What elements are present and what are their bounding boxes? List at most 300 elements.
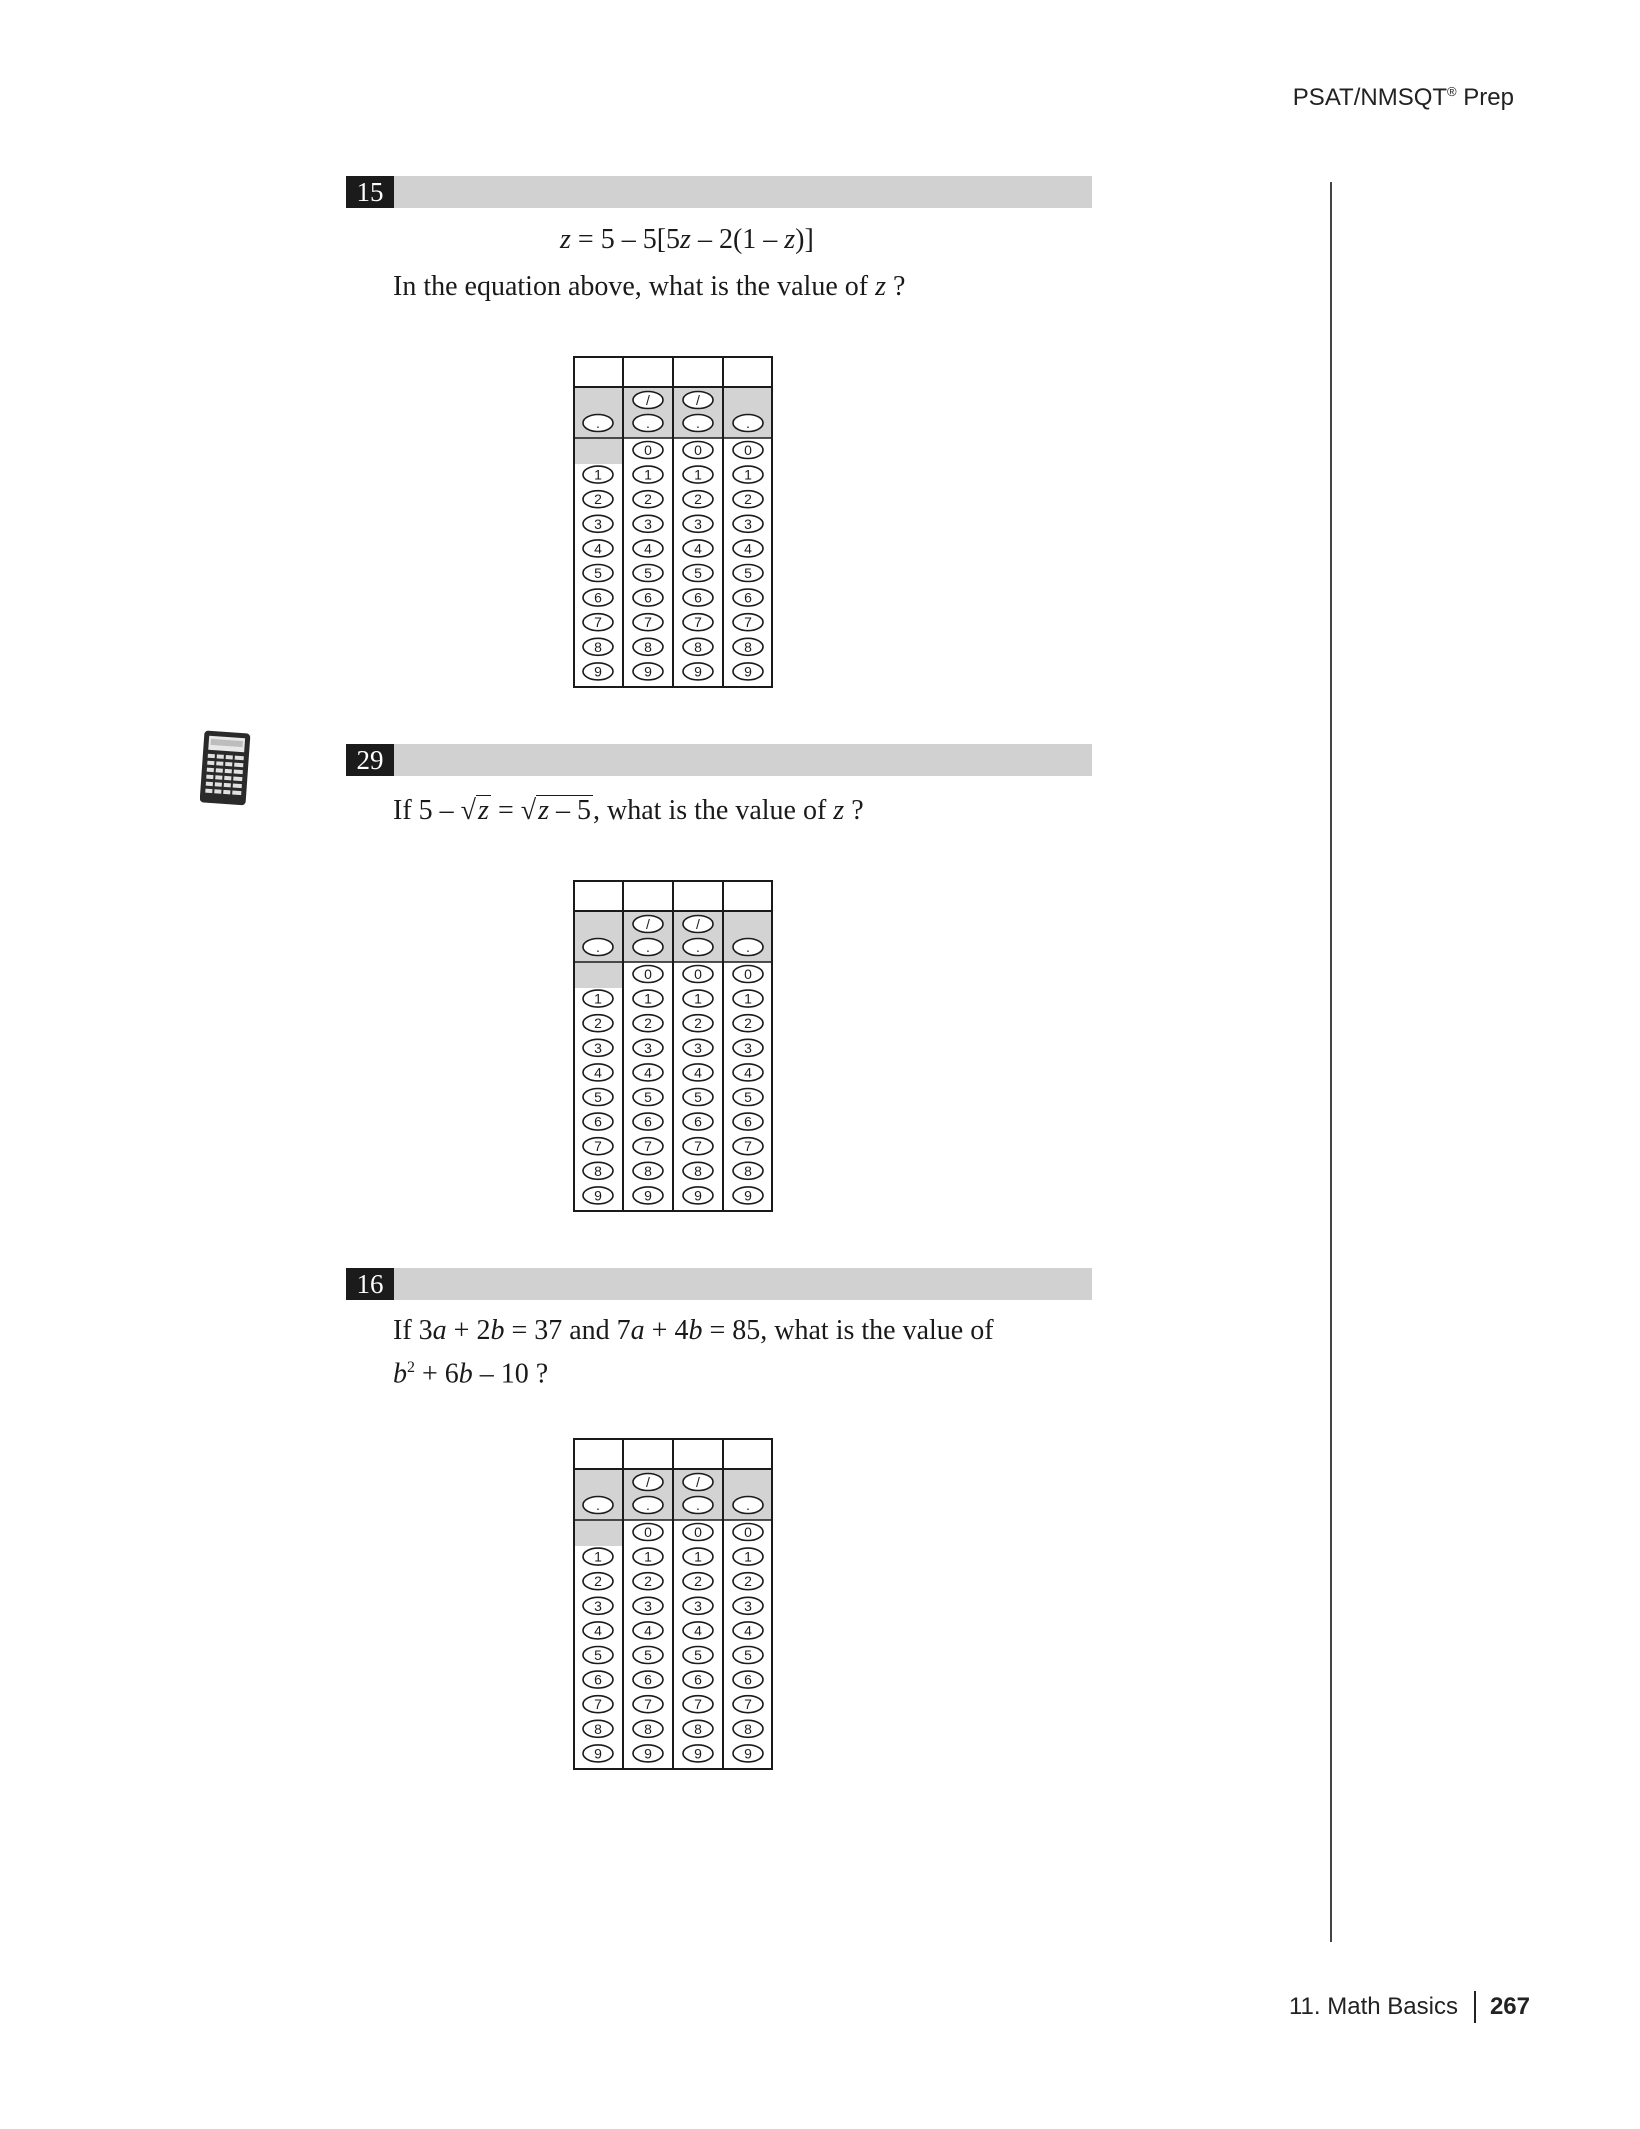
bubble-label: 2	[644, 1573, 652, 1590]
page-footer	[1289, 1991, 1530, 2023]
bubble-label: 0	[744, 1524, 752, 1540]
digit-bubble[interactable]	[733, 442, 763, 459]
var-b: b	[393, 1358, 407, 1390]
bubble-label: 5	[594, 1089, 602, 1105]
bubble-label: 8	[694, 1720, 702, 1737]
bubble-label: 6	[694, 1671, 702, 1688]
digit-bubble[interactable]	[683, 614, 713, 631]
bubble-label: 8	[744, 638, 752, 655]
bubble-label: 5	[744, 1089, 752, 1105]
bubble-label: .	[596, 939, 600, 955]
digit-bubble[interactable]	[683, 1622, 713, 1639]
digit-bubble[interactable]	[633, 1039, 663, 1056]
digit-bubble[interactable]	[683, 1089, 713, 1106]
bubble-label: 9	[644, 1745, 652, 1762]
bubble-label: 2	[744, 1015, 752, 1032]
bubble-label: 1	[694, 1548, 702, 1565]
eq-part: )]	[795, 224, 814, 255]
bubble-label: 9	[644, 663, 652, 680]
text-part: – 5	[549, 795, 592, 826]
digit-bubble[interactable]	[633, 1162, 663, 1179]
bubble-label: 2	[694, 1015, 702, 1032]
bubble-label: 3	[744, 515, 752, 532]
digit-bubble[interactable]	[583, 1039, 613, 1056]
digit-bubble[interactable]	[733, 1745, 763, 1762]
bubble-label: 9	[594, 663, 602, 680]
digit-bubble[interactable]	[683, 638, 713, 655]
bubble-label: 5	[744, 565, 752, 581]
text-part: In the equation above, what is the value of	[393, 271, 876, 302]
digit-bubble[interactable]	[733, 990, 763, 1007]
digit-bubble[interactable]	[733, 466, 763, 483]
bubble-label: 6	[744, 589, 752, 606]
digit-bubble[interactable]	[633, 990, 663, 1007]
question-29-text	[393, 792, 864, 829]
bubble-label: 9	[694, 1745, 702, 1762]
bubble-label: 5	[694, 565, 702, 581]
question-number: 16	[346, 1268, 394, 1300]
bubble-label: .	[646, 939, 650, 955]
bubble-label: /	[696, 1474, 700, 1490]
bubble-label: .	[646, 1497, 650, 1513]
digit-bubble[interactable]	[683, 540, 713, 557]
var-b: b	[458, 1358, 473, 1390]
text-part: If 5 –	[393, 795, 461, 826]
bubble-label: 2	[594, 491, 602, 508]
digit-bubble[interactable]	[633, 1524, 663, 1541]
digit-bubble[interactable]	[633, 1064, 663, 1081]
digit-bubble[interactable]	[733, 1187, 763, 1204]
digit-bubble[interactable]	[733, 1015, 763, 1032]
bubble-label: 8	[644, 1162, 652, 1179]
bubble-label: 2	[744, 491, 752, 508]
digit-bubble[interactable]	[683, 1039, 713, 1056]
bubble-label: 3	[694, 1039, 702, 1056]
digit-bubble[interactable]	[683, 1647, 713, 1664]
bubble-label: 8	[594, 1162, 602, 1179]
header-title: PSAT/NMSQT	[1292, 84, 1448, 111]
digit-bubble[interactable]	[633, 589, 663, 606]
digit-bubble[interactable]	[733, 1720, 763, 1737]
page-number: 267	[1489, 1993, 1530, 2020]
bubble-label: 7	[744, 614, 752, 631]
digit-bubble[interactable]	[583, 1622, 613, 1639]
digit-bubble[interactable]	[633, 1548, 663, 1565]
digit-bubble[interactable]	[633, 1015, 663, 1032]
digit-bubble[interactable]	[583, 515, 613, 532]
digit-bubble[interactable]	[633, 614, 663, 631]
digit-bubble[interactable]	[633, 1597, 663, 1614]
bubble-label: 4	[644, 1064, 652, 1081]
text-part: , what is the value of	[593, 795, 834, 826]
bubble-label: 1	[744, 466, 752, 483]
digit-bubble[interactable]	[733, 966, 763, 983]
digit-bubble[interactable]	[733, 1039, 763, 1056]
digit-bubble[interactable]	[683, 491, 713, 508]
digit-bubble[interactable]	[683, 1064, 713, 1081]
decimal-bubble[interactable]	[583, 1497, 613, 1514]
exponent: 2	[407, 1359, 415, 1376]
digit-bubble[interactable]	[683, 589, 713, 606]
digit-bubble[interactable]	[633, 1089, 663, 1106]
bubble-label: 5	[744, 1647, 752, 1663]
digit-bubble[interactable]	[583, 1015, 613, 1032]
digit-bubble[interactable]	[683, 1187, 713, 1204]
digit-bubble[interactable]	[583, 466, 613, 483]
bubble-label: 9	[744, 663, 752, 680]
digit-bubble[interactable]	[683, 1015, 713, 1032]
bubble-label: 9	[594, 1187, 602, 1204]
digit-bubble[interactable]	[733, 1647, 763, 1664]
digit-bubble[interactable]	[633, 638, 663, 655]
digit-bubble[interactable]	[633, 1671, 663, 1688]
digit-bubble[interactable]	[733, 614, 763, 631]
slash-bubble[interactable]	[633, 392, 663, 409]
bubble-label: 5	[694, 1647, 702, 1663]
digit-bubble[interactable]	[733, 1548, 763, 1565]
decimal-bubble[interactable]	[583, 415, 613, 432]
digit-bubble[interactable]	[683, 466, 713, 483]
bubble-label: .	[646, 415, 650, 431]
digit-bubble[interactable]	[683, 1548, 713, 1565]
bubble-label: 9	[594, 1745, 602, 1762]
bubble-label: 1	[644, 1548, 652, 1565]
bubble-label: 1	[694, 466, 702, 483]
digit-bubble[interactable]	[583, 1162, 613, 1179]
bubble-label: .	[746, 415, 750, 431]
bubble-label: 6	[594, 1113, 602, 1130]
bubble-label: 4	[744, 1064, 752, 1081]
digit-bubble[interactable]	[733, 589, 763, 606]
decimal-bubble[interactable]	[633, 939, 663, 956]
slash-bubble[interactable]	[633, 1474, 663, 1491]
var-z: z	[784, 224, 796, 255]
digit-bubble[interactable]	[683, 1745, 713, 1762]
bubble-label: 8	[594, 1720, 602, 1737]
var-z: z	[875, 271, 886, 302]
decimal-bubble[interactable]	[633, 415, 663, 432]
digit-bubble[interactable]	[633, 1696, 663, 1713]
bubble-label: 4	[594, 540, 602, 557]
digit-bubble[interactable]	[733, 1622, 763, 1639]
bubble-label: 7	[594, 1138, 602, 1155]
bubble-label: 1	[644, 466, 652, 483]
bubble-label: 3	[744, 1597, 752, 1614]
var-b: b	[490, 1315, 505, 1346]
bubble-label: 0	[694, 442, 702, 458]
bubble-label: 4	[694, 1064, 702, 1081]
digit-bubble[interactable]	[633, 663, 663, 680]
calculator-icon	[200, 730, 252, 811]
bubble-label: 4	[594, 1064, 602, 1081]
digit-bubble[interactable]	[583, 1138, 613, 1155]
text-part: ?	[844, 795, 864, 826]
text-part: + 2	[446, 1315, 491, 1346]
digit-bubble[interactable]	[733, 638, 763, 655]
bubble-label: /	[696, 392, 700, 408]
digit-bubble[interactable]	[583, 1187, 613, 1204]
bubble-label: 4	[594, 1622, 602, 1639]
var-z: z	[478, 795, 489, 826]
text-part: =	[490, 795, 521, 826]
digit-bubble[interactable]	[633, 565, 663, 582]
digit-bubble[interactable]	[683, 1138, 713, 1155]
digit-bubble[interactable]	[633, 966, 663, 983]
digit-bubble[interactable]	[733, 1113, 763, 1130]
var-b: b	[688, 1315, 703, 1346]
digit-bubble[interactable]	[583, 990, 613, 1007]
bubble-label: 5	[644, 1647, 652, 1663]
digit-bubble[interactable]	[733, 1138, 763, 1155]
bubble-label: 7	[644, 614, 652, 631]
slash-bubble[interactable]	[683, 1474, 713, 1491]
digit-bubble[interactable]	[633, 1720, 663, 1737]
bubble-label: 6	[594, 1671, 602, 1688]
bubble-label: 3	[644, 1039, 652, 1056]
var-z: z	[538, 795, 550, 826]
question-15-bar	[346, 176, 1092, 208]
footer-divider	[1474, 1991, 1476, 2023]
bubble-label: 5	[594, 565, 602, 581]
digit-bubble[interactable]	[683, 1113, 713, 1130]
bubble-label: 5	[594, 1647, 602, 1663]
digit-bubble[interactable]	[683, 565, 713, 582]
bubble-label: 6	[644, 1113, 652, 1130]
digit-bubble[interactable]	[733, 1089, 763, 1106]
text-part: ?	[885, 271, 906, 302]
bubble-label: 1	[744, 990, 752, 1007]
slash-bubble[interactable]	[683, 916, 713, 933]
digit-bubble[interactable]	[683, 442, 713, 459]
digit-bubble[interactable]	[733, 1064, 763, 1081]
digit-bubble[interactable]	[583, 1089, 613, 1106]
digit-bubble[interactable]	[633, 540, 663, 557]
bubble-label: 0	[644, 966, 652, 982]
bubble-label: .	[696, 415, 700, 431]
slash-bubble[interactable]	[683, 392, 713, 409]
bubble-label: 5	[694, 1089, 702, 1105]
question-16-line-2	[393, 1349, 548, 1392]
digit-bubble[interactable]	[633, 1622, 663, 1639]
digit-bubble[interactable]	[733, 491, 763, 508]
digit-bubble[interactable]	[733, 1573, 763, 1590]
digit-bubble[interactable]	[683, 663, 713, 680]
bubble-label: 0	[744, 966, 752, 982]
var-a: a	[630, 1315, 645, 1346]
digit-bubble[interactable]	[583, 638, 613, 655]
digit-bubble[interactable]	[583, 1548, 613, 1565]
decimal-bubble[interactable]	[733, 939, 763, 956]
bubble-label: 7	[694, 614, 702, 631]
bubble-label: 1	[594, 990, 602, 1007]
bubble-label: 3	[694, 1597, 702, 1614]
bubble-label: 1	[644, 990, 652, 1007]
text-part: If 3	[393, 1315, 433, 1346]
digit-bubble[interactable]	[733, 1162, 763, 1179]
bubble-label: 2	[594, 1573, 602, 1590]
bubble-label: 1	[594, 1548, 602, 1565]
bubble-label: 8	[694, 1162, 702, 1179]
bubble-label: 3	[594, 1597, 602, 1614]
digit-bubble[interactable]	[583, 663, 613, 680]
bubble-label: 5	[644, 565, 652, 581]
digit-bubble[interactable]	[583, 589, 613, 606]
margin-rule	[1330, 182, 1332, 1942]
bubble-label: 2	[644, 1015, 652, 1032]
digit-bubble[interactable]	[583, 540, 613, 557]
bubble-label: 6	[594, 589, 602, 606]
bubble-label: .	[746, 939, 750, 955]
eq-part: = 5 – 5[5	[570, 224, 681, 255]
bubble-label: 6	[744, 1671, 752, 1688]
bubble-label: 7	[694, 1138, 702, 1155]
bubble-label: 6	[644, 589, 652, 606]
decimal-bubble[interactable]	[733, 1497, 763, 1514]
digit-bubble[interactable]	[733, 1671, 763, 1688]
bubble-label: 3	[594, 1039, 602, 1056]
eq-part: – 2(1 –	[690, 224, 785, 255]
digit-bubble[interactable]	[583, 1647, 613, 1664]
bubble-label: .	[746, 1497, 750, 1513]
digit-bubble[interactable]	[683, 1573, 713, 1590]
bubble-label: 8	[694, 638, 702, 655]
bubble-label: 0	[744, 442, 752, 458]
digit-bubble[interactable]	[683, 1720, 713, 1737]
digit-bubble[interactable]	[633, 515, 663, 532]
bubble-label: 6	[644, 1671, 652, 1688]
bubble-label: .	[596, 1497, 600, 1513]
bubble-label: 0	[694, 966, 702, 982]
bubble-label: 7	[594, 614, 602, 631]
digit-bubble[interactable]	[683, 1597, 713, 1614]
bubble-label: 7	[644, 1138, 652, 1155]
digit-bubble[interactable]	[583, 614, 613, 631]
var-z: z	[833, 795, 845, 826]
digit-bubble[interactable]	[633, 1745, 663, 1762]
text-part: = 37 and 7	[504, 1315, 631, 1346]
question-16-line-1	[393, 1312, 994, 1349]
bubble-label: 9	[694, 663, 702, 680]
digit-bubble[interactable]	[583, 491, 613, 508]
bubble-label: 9	[744, 1745, 752, 1762]
bubble-label: 3	[694, 515, 702, 532]
answer-grid-16[interactable]	[573, 1438, 773, 1770]
slash-bubble[interactable]	[633, 916, 663, 933]
digit-bubble[interactable]	[733, 663, 763, 680]
digit-bubble[interactable]	[633, 1573, 663, 1590]
digit-bubble[interactable]	[733, 540, 763, 557]
digit-bubble[interactable]	[583, 1573, 613, 1590]
bubble-label: /	[696, 916, 700, 932]
bubble-label: 4	[694, 1622, 702, 1639]
digit-bubble[interactable]	[633, 491, 663, 508]
bubble-label: 4	[744, 540, 752, 557]
bubble-label: 0	[644, 1524, 652, 1540]
bubble-label: 0	[644, 442, 652, 458]
digit-bubble[interactable]	[583, 1064, 613, 1081]
digit-bubble[interactable]	[583, 1597, 613, 1614]
bubble-label: 4	[744, 1622, 752, 1639]
decimal-bubble[interactable]	[633, 1497, 663, 1514]
digit-bubble[interactable]	[583, 1745, 613, 1762]
running-header	[1293, 84, 1514, 112]
bubble-label: 6	[694, 589, 702, 606]
bubble-label: 8	[744, 1720, 752, 1737]
digit-bubble[interactable]	[683, 1696, 713, 1713]
digit-bubble[interactable]	[683, 1162, 713, 1179]
registered-mark: ®	[1447, 84, 1457, 99]
text-part: = 85, what is the value of	[702, 1315, 994, 1346]
bubble-label: 3	[644, 515, 652, 532]
bubble-label: 7	[644, 1696, 652, 1713]
bubble-label: .	[696, 1497, 700, 1513]
bubble-label: 0	[694, 1524, 702, 1540]
digit-bubble[interactable]	[633, 1138, 663, 1155]
bubble-label: 6	[694, 1113, 702, 1130]
decimal-bubble[interactable]	[683, 415, 713, 432]
bubble-label: /	[646, 916, 650, 932]
digit-bubble[interactable]	[583, 1671, 613, 1688]
digit-bubble[interactable]	[683, 990, 713, 1007]
digit-bubble[interactable]	[633, 442, 663, 459]
bubble-label: 2	[644, 491, 652, 508]
question-number: 15	[346, 176, 394, 208]
digit-bubble[interactable]	[683, 966, 713, 983]
digit-bubble[interactable]	[733, 1597, 763, 1614]
digit-bubble[interactable]	[583, 1720, 613, 1737]
header-suffix: Prep	[1456, 84, 1514, 111]
digit-bubble[interactable]	[733, 565, 763, 582]
answer-grid-15[interactable]	[573, 356, 773, 688]
bubble-label: 9	[644, 1187, 652, 1204]
bubble-label: 6	[744, 1113, 752, 1130]
digit-bubble[interactable]	[733, 1696, 763, 1713]
digit-bubble[interactable]	[683, 1524, 713, 1541]
square-root: √z – 5	[520, 795, 592, 826]
digit-bubble[interactable]	[583, 1696, 613, 1713]
bubble-label: 8	[644, 1720, 652, 1737]
digit-bubble[interactable]	[583, 565, 613, 582]
digit-bubble[interactable]	[633, 466, 663, 483]
bubble-label: 4	[644, 540, 652, 557]
bubble-label: 4	[644, 1622, 652, 1639]
digit-bubble[interactable]	[583, 1113, 613, 1130]
digit-bubble[interactable]	[633, 1647, 663, 1664]
digit-bubble[interactable]	[683, 515, 713, 532]
question-15-text	[393, 268, 905, 305]
decimal-bubble[interactable]	[583, 939, 613, 956]
digit-bubble[interactable]	[633, 1113, 663, 1130]
bubble-label: 7	[594, 1696, 602, 1713]
digit-bubble[interactable]	[733, 1524, 763, 1541]
bubble-label: 2	[694, 1573, 702, 1590]
decimal-bubble[interactable]	[733, 415, 763, 432]
bubble-label: 2	[744, 1573, 752, 1590]
bubble-label: 8	[744, 1162, 752, 1179]
answer-grid-29[interactable]	[573, 880, 773, 1212]
bubble-label: 8	[594, 638, 602, 655]
bubble-label: 9	[744, 1187, 752, 1204]
bubble-label: 4	[694, 540, 702, 557]
bubble-label: 7	[694, 1696, 702, 1713]
chapter-label: 11. Math Basics	[1288, 1993, 1458, 2020]
decimal-bubble[interactable]	[683, 939, 713, 956]
digit-bubble[interactable]	[633, 1187, 663, 1204]
bubble-label: 9	[694, 1187, 702, 1204]
digit-bubble[interactable]	[683, 1671, 713, 1688]
digit-bubble[interactable]	[733, 515, 763, 532]
decimal-bubble[interactable]	[683, 1497, 713, 1514]
